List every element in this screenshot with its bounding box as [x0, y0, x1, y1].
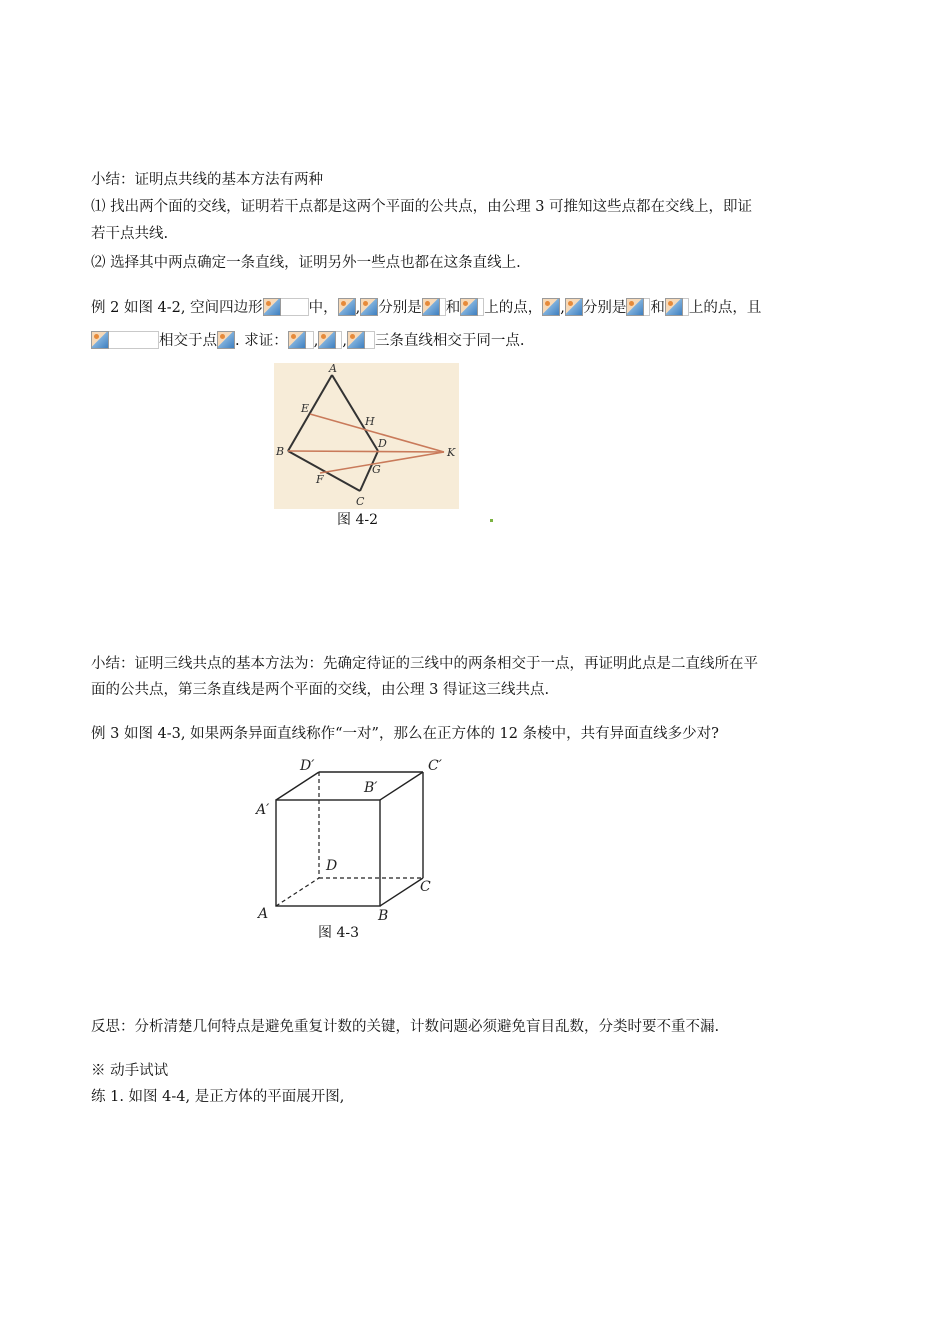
label-c: C	[356, 495, 365, 508]
formula-image-icon	[460, 298, 478, 316]
summary1-title: 小结：证明点共线的基本方法有两种	[91, 172, 323, 188]
example2-text: 例 2 如图 4-2, 空间四边形	[91, 300, 263, 316]
formula-image-icon	[565, 298, 583, 316]
example3-text: 例 3 如图 4-3, 如果两条异面直线称作“一对”，那么在正方体的 12 条棱中，共有异面直线多少对?	[91, 726, 719, 742]
reflection-text: 反思：分析清楚几何特点是避免重复计数的关键，计数问题必须避免盲目乱数，分类时要不重不漏.	[91, 1019, 720, 1035]
example2-text: 上的点，	[484, 300, 543, 316]
figure-background	[274, 363, 459, 509]
edge-ad-hidden	[276, 878, 319, 906]
formula-image-icon	[626, 298, 644, 316]
formula-blank	[281, 298, 309, 316]
label-f: F	[316, 473, 324, 486]
formula-image-icon	[542, 298, 560, 316]
example2-text: 上的点，且	[688, 300, 762, 316]
edge-b1c1	[380, 772, 423, 800]
summary2-line2: 面的公共点，第三条直线是两个平面的交线，由公理 3 得证这三线共点.	[91, 682, 550, 698]
example2-text: 和	[445, 300, 461, 316]
example2-text: ,	[342, 333, 347, 349]
label-g: G	[372, 463, 381, 476]
formula-image-icon	[217, 331, 235, 349]
practice-item-1: 练 1. 如图 4-4, 是正方体的平面展开图,	[91, 1089, 345, 1105]
example2-line2	[91, 331, 525, 351]
example2-text: 分别是	[378, 300, 422, 316]
label-d: D	[326, 858, 338, 874]
figure-4-3-cube	[250, 752, 460, 927]
label-b1: B′	[364, 780, 378, 796]
formula-image-icon	[288, 331, 306, 349]
example2-text: ,	[355, 300, 361, 316]
formula-image-icon	[263, 298, 281, 316]
formula-blank	[306, 331, 314, 349]
label-c: C	[420, 879, 431, 895]
formula-image-icon	[318, 331, 336, 349]
formula-image-icon	[338, 298, 356, 316]
example2-text: 分别是	[582, 300, 627, 316]
example2-text: 和	[650, 300, 665, 316]
example2-text: 三条直线相交于同一点.	[374, 333, 525, 349]
label-d1: D′	[300, 758, 315, 774]
formula-image-icon	[91, 331, 109, 349]
summary1-item1-line1: ⑴ 找出两个面的交线，证明若干点都是这两个平面的公共点，由公理 3 可推知这些点都在交线上，即证	[91, 199, 753, 215]
label-b: B	[378, 908, 389, 924]
formula-blank	[365, 331, 375, 349]
label-d: D	[378, 437, 387, 450]
label-a1: A′	[256, 802, 270, 818]
label-e: E	[301, 402, 310, 415]
formula-blank	[109, 331, 159, 349]
label-a: A	[258, 906, 269, 922]
formula-image-icon	[360, 298, 378, 316]
figure-4-2	[274, 363, 459, 509]
example2-line1	[91, 298, 761, 318]
figure-4-2-caption: 图 4-2	[337, 512, 378, 528]
label-c1: C′	[428, 758, 442, 774]
example2-text: 相交于点	[159, 333, 217, 349]
summary1-item1-line2: 若干点共线.	[91, 226, 169, 242]
example2-text: ,	[313, 333, 319, 349]
stray-dot	[490, 519, 493, 522]
cube-front-face	[276, 800, 380, 906]
label-k: K	[447, 446, 456, 459]
practice-heading: ※ 动手试试	[91, 1063, 169, 1079]
summary2-line1: 小结：证明三线共点的基本方法为：先确定待证的三线中的两条相交于一点，再证明此点是二直线所在平	[91, 656, 758, 672]
line-bk	[288, 451, 444, 452]
summary1-item2: ⑵ 选择其中两点确定一条直线，证明另外一些点也都在这条直线上.	[91, 255, 521, 271]
edge-a1d1	[276, 772, 319, 800]
label-b: B	[276, 445, 285, 458]
figure-4-3-caption: 图 4-3	[318, 925, 359, 941]
label-h: H	[365, 415, 375, 428]
label-a: A	[329, 363, 337, 375]
example2-text: ,	[560, 300, 565, 316]
formula-image-icon	[422, 298, 440, 316]
formula-image-icon	[347, 331, 365, 349]
example2-text: . 求证：	[235, 333, 288, 349]
edge-bc	[380, 878, 423, 906]
formula-image-icon	[665, 298, 683, 316]
example2-text: 中，	[308, 300, 338, 316]
